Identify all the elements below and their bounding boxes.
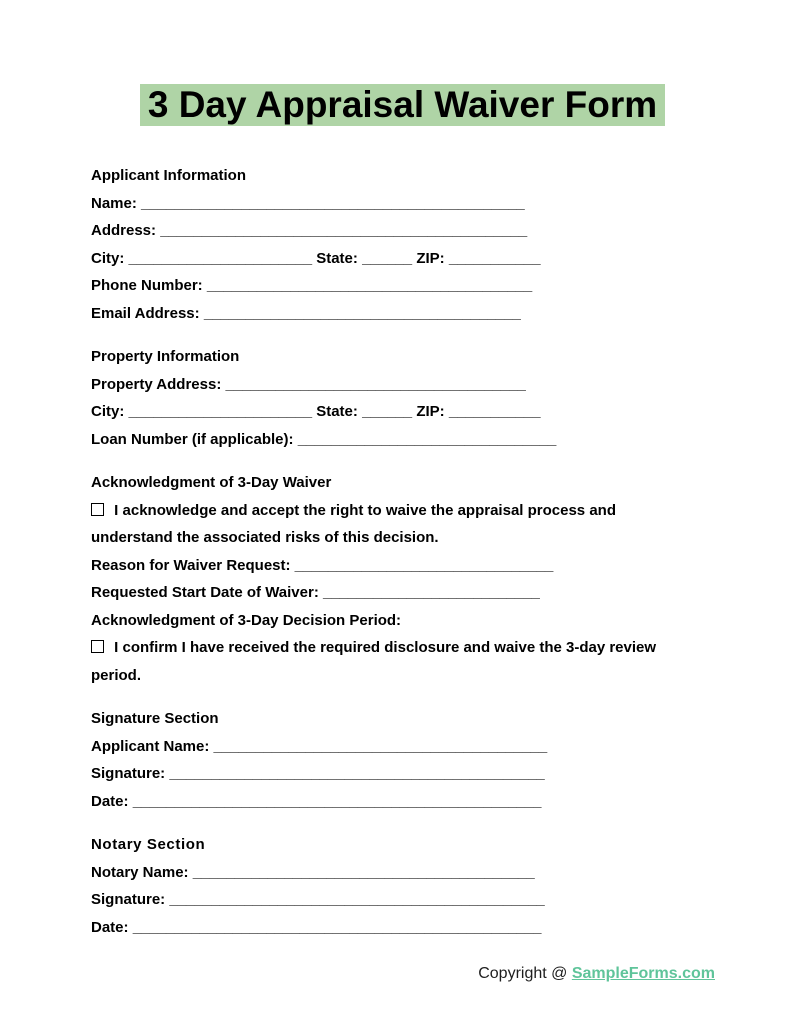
blank-field[interactable]: ______ <box>362 403 413 420</box>
section-signature-section <box>91 705 715 815</box>
section-notary-section <box>91 831 715 941</box>
field-label: Date: <box>91 792 129 810</box>
field-label: Phone Number: <box>91 277 203 294</box>
blank-field[interactable]: _______________________________ <box>294 556 554 574</box>
blank-field[interactable]: ______ <box>362 249 413 267</box>
form-line <box>91 398 715 426</box>
blank-field[interactable]: _____________________________________________ <box>169 891 545 908</box>
blank-field[interactable]: ______________________ <box>128 249 313 267</box>
field-label: Property Address: <box>91 375 222 393</box>
blank-field[interactable]: _______________________________________ <box>206 277 533 294</box>
form-line <box>91 607 715 635</box>
form-line <box>91 914 715 942</box>
field-label: Name: <box>91 194 137 212</box>
field-label: Signature: <box>91 765 166 782</box>
blank-field[interactable]: ______________________________________________ <box>141 194 525 212</box>
field-label: ZIP: <box>416 403 445 420</box>
field-label: State: <box>316 249 358 267</box>
field-label: Address: <box>91 222 157 239</box>
field-label: Email Address: <box>91 304 200 322</box>
body-text: I confirm I have received the required disclosure and waive the 3-day review <box>114 639 657 656</box>
page-title: 3 Day Appraisal Waiver Form <box>140 84 665 126</box>
blank-field[interactable]: ________________________________________ <box>213 737 548 755</box>
field-label: Date: <box>91 918 129 936</box>
blank-field[interactable]: ____________________________________________ <box>160 222 528 239</box>
form-line <box>91 497 715 525</box>
blank-field[interactable]: _________________________________________________ <box>132 918 542 936</box>
body-text: I acknowledge and accept the right to waive the appraisal process and <box>114 501 616 519</box>
blank-field[interactable]: _________________________________________________ <box>132 792 542 810</box>
field-label: Applicant Name: <box>91 737 210 755</box>
copyright-text: Copyright @ <box>478 965 568 982</box>
form-line <box>91 426 715 454</box>
form-line <box>91 634 715 662</box>
section-heading: Notary Section <box>91 836 206 853</box>
blank-field[interactable]: ___________ <box>448 249 541 267</box>
form-line <box>91 524 715 552</box>
section-applicant-information <box>91 162 715 327</box>
form-line <box>91 245 715 273</box>
form-content <box>91 162 715 941</box>
field-label: City: <box>91 249 125 267</box>
field-label: Acknowledgment of 3-Day Decision Period: <box>91 611 402 629</box>
footer <box>478 963 715 984</box>
body-text: understand the associated risks of this decision. <box>91 529 439 546</box>
form-line <box>91 217 715 245</box>
field-label: City: <box>91 403 125 420</box>
form-line <box>91 733 715 761</box>
section-property-information <box>91 343 715 453</box>
field-label: State: <box>316 403 358 420</box>
form-line <box>91 579 715 607</box>
blank-field[interactable]: _____________________________________________ <box>169 765 545 782</box>
blank-field[interactable]: ___________ <box>448 403 541 420</box>
form-line <box>91 662 715 690</box>
field-label: Reason for Waiver Request: <box>91 556 291 574</box>
field-label: Requested Start Date of Waiver: <box>91 584 319 601</box>
form-line <box>91 552 715 580</box>
field-label: Signature: <box>91 891 166 908</box>
section-heading: Signature Section <box>91 710 219 727</box>
section-heading: Applicant Information <box>91 167 246 184</box>
blank-field[interactable]: ______________________________________ <box>203 304 521 322</box>
body-text: period. <box>91 666 142 684</box>
form-line <box>91 788 715 816</box>
form-line <box>91 859 715 887</box>
section-heading: Property Information <box>91 348 240 365</box>
field-label: ZIP: <box>416 249 445 267</box>
blank-field[interactable]: ______________________ <box>128 403 313 420</box>
blank-field[interactable]: _________________________________________ <box>192 863 535 881</box>
blank-field[interactable]: __________________________ <box>323 584 540 601</box>
form-line <box>91 760 715 788</box>
field-label: Loan Number (if applicable): <box>91 430 294 448</box>
title-row <box>0 0 805 126</box>
blank-field[interactable]: _______________________________ <box>297 430 557 448</box>
form-line <box>91 886 715 914</box>
form-line <box>91 300 715 328</box>
section-heading: Acknowledgment of 3-Day Waiver <box>91 474 332 491</box>
form-line <box>91 272 715 300</box>
form-line <box>91 371 715 399</box>
checkbox[interactable] <box>91 503 104 516</box>
field-label: Notary Name: <box>91 863 189 881</box>
checkbox[interactable] <box>91 640 104 653</box>
form-line <box>91 190 715 218</box>
sampleforms-link[interactable]: SampleForms.com <box>571 965 715 982</box>
section-acknowledgment-of-3-day-waiver <box>91 469 715 689</box>
blank-field[interactable]: ____________________________________ <box>225 375 526 393</box>
